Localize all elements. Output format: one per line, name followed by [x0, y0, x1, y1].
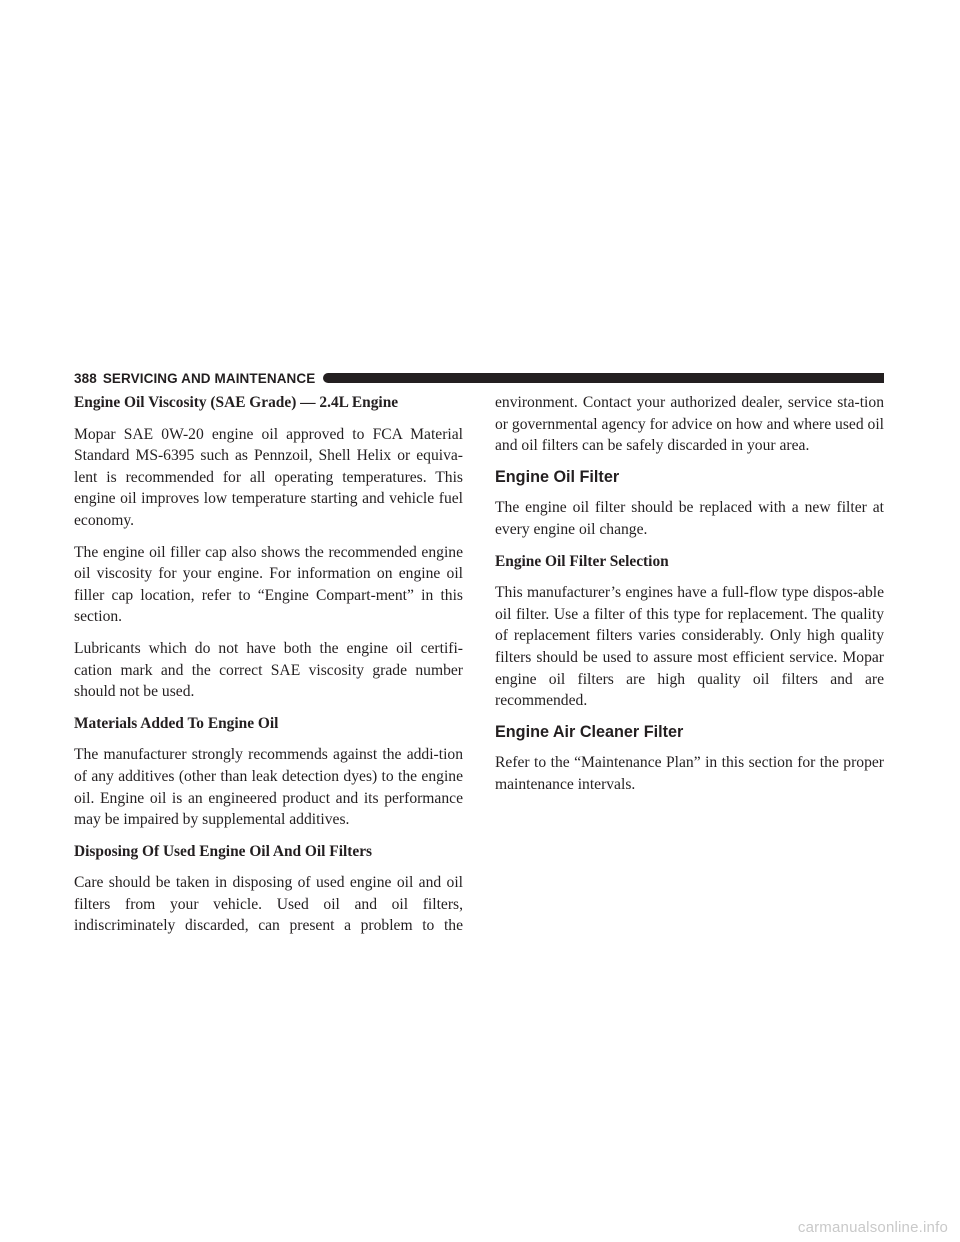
heading-oil-viscosity: Engine Oil Viscosity (SAE Grade) — 2.4L Engine [74, 394, 399, 411]
page-header [74, 370, 884, 386]
paragraph-lubricants: Lubricants which do not have both the engine oil certifi-cation mark and the correct SAE viscosity grade number should not be used. [74, 639, 463, 701]
heading-filter-selection: Engine Oil Filter Selection [495, 552, 669, 570]
left-column [74, 392, 463, 947]
paragraph-disposal-continued: environment. Contact your authorized dealer, service sta-tion or governmental agency for advice on how and where used oil and oil filters can be safely discarded in your area. [495, 394, 884, 455]
paragraph-additives: The manufacturer strongly recommends against the addi-tion of any additives (other than leak detection dyes) to the engine oil. Engine oil is an engineered product and its performance may be impaired by supplemental additives. [74, 746, 463, 829]
section-title: SERVICING AND MAINTENANCE [102, 370, 316, 386]
page-number: 388 [74, 370, 97, 386]
paragraph-disposal: Care should be taken in disposing of used engine oil and oil filters from your vehicle. Used oil and oil filters, indiscriminately discarded, can present a problem to the [74, 874, 463, 935]
heading-materials-added: Materials Added To Engine Oil [74, 714, 279, 732]
heading-disposing-oil: Disposing Of Used Engine Oil And Oil Filters [74, 842, 373, 860]
paragraph-filler-cap: The engine oil filler cap also shows the recommended engine oil viscosity for your engine. For information on engine oil filler cap location, refer to “Engine Compart-ment” in this section. [74, 543, 463, 626]
header-rule [323, 373, 884, 383]
paragraph-filter-selection: This manufacturer’s engines have a full-flow type dispos-able oil filter. Use a filter of this type for replacement. The quality of replacement filters varies considerably. Only high quality filters should be used to assure most efficient service. Mopar engine oil filters are high quality oil filters and are recommended. [495, 584, 884, 710]
heading-air-cleaner-filter: Engine Air Cleaner Filter [495, 722, 684, 741]
right-column [495, 392, 884, 806]
paragraph-filter-replacement: The engine oil filter should be replaced with a new filter at every engine oil change. [495, 499, 884, 538]
paragraph-viscosity: Mopar SAE 0W-20 engine oil approved to FCA Material Standard MS-6395 such as Pennzoil, Shell Helix or equiva-lent is recommended for all operating temperatures. This engine oil improves low temperature starting and vehicle fuel economy. [74, 425, 463, 529]
site-watermark: carmanualsonline.info [797, 1219, 948, 1236]
heading-engine-oil-filter: Engine Oil Filter [495, 467, 620, 486]
paragraph-maintenance-plan: Refer to the “Maintenance Plan” in this section for the proper maintenance intervals. [495, 754, 884, 793]
